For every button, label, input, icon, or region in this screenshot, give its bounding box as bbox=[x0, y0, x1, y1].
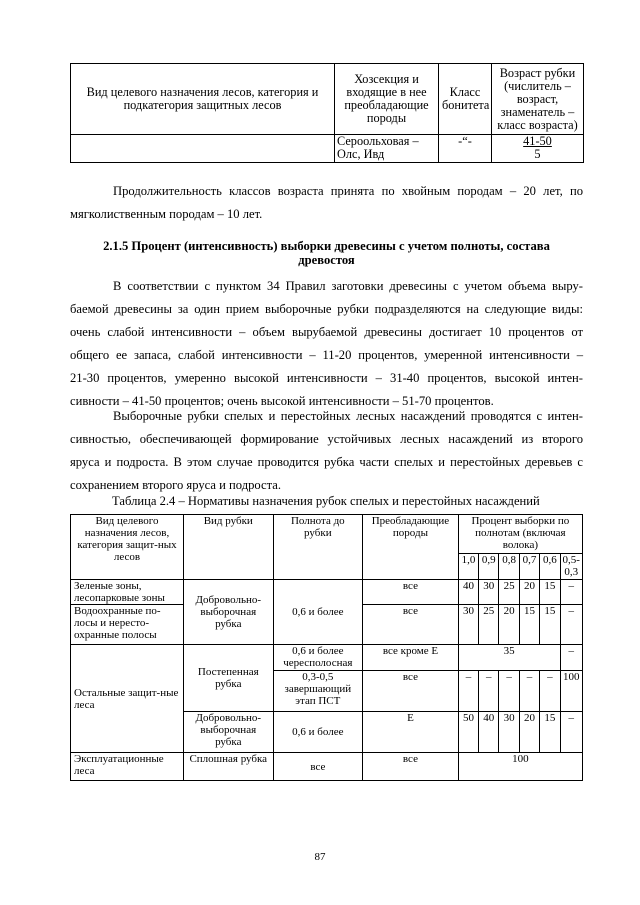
cell-percent: – bbox=[560, 580, 583, 605]
cell-species: все bbox=[363, 580, 459, 605]
cell-percent: – bbox=[519, 671, 539, 712]
cell-percent: 30 bbox=[499, 712, 519, 753]
page-number: 87 bbox=[314, 851, 326, 863]
cell-percent: 50 bbox=[458, 712, 478, 753]
text-line: мягколиственным породам – 10 лет. bbox=[70, 207, 263, 221]
cell-category bbox=[71, 135, 335, 163]
cell-species: все кроме Е bbox=[363, 645, 459, 671]
header-density-value: 0,5-0,3 bbox=[560, 554, 583, 580]
cell-percent: 100 bbox=[560, 671, 583, 712]
text-line: сохранением второго яруса и подроста. bbox=[70, 478, 281, 492]
cell-percent: – bbox=[560, 645, 583, 671]
heading-line: древостоя bbox=[298, 253, 355, 267]
cell-density: 0,3-0,5 завершающий этап ПСТ bbox=[273, 671, 363, 712]
cell-percent: 30 bbox=[479, 580, 499, 605]
cell-bonitet: -“- bbox=[439, 135, 492, 163]
text-line: Продолжительность классов возраста принята по хвойным породам – 20 лет, по bbox=[113, 184, 583, 198]
header-felling-type: Вид рубки bbox=[183, 515, 273, 580]
cell-felling-type: Сплошная рубка bbox=[183, 753, 273, 781]
cell-percent: 40 bbox=[479, 712, 499, 753]
cell-percent: – bbox=[479, 671, 499, 712]
cell-felling-type: Постепенная рубка bbox=[183, 645, 273, 712]
cell-percent: 15 bbox=[519, 605, 539, 645]
cell-species: все bbox=[363, 605, 459, 645]
header-density-value: 0,8 bbox=[499, 554, 519, 580]
header-density: Полнота до рубки bbox=[273, 515, 363, 580]
cell-species: все bbox=[363, 671, 459, 712]
cell-percent: 15 bbox=[540, 712, 560, 753]
paragraph-selective-felling bbox=[70, 405, 583, 497]
cell-percent: 25 bbox=[479, 605, 499, 645]
paragraph-age-classes bbox=[70, 180, 583, 226]
header-density-value: 0,9 bbox=[479, 554, 499, 580]
cell-density: 0,6 и более bbox=[273, 712, 363, 753]
header-density-value: 0,6 bbox=[540, 554, 560, 580]
cell-percent: 25 bbox=[499, 580, 519, 605]
header-section: Хозсекция и входящие в нее преобладающие породы bbox=[335, 64, 439, 135]
header-density-value: 0,7 bbox=[519, 554, 539, 580]
cell-percent: 15 bbox=[540, 580, 560, 605]
cell-percent-merged: 35 bbox=[458, 645, 560, 671]
table-caption: Таблица 2.4 – Нормативы назначения рубок спелых и перестойных насаждений bbox=[112, 494, 540, 508]
section-heading bbox=[70, 239, 583, 267]
cell-felling-type: Добровольно-выборочная рубка bbox=[183, 712, 273, 753]
age-table bbox=[70, 63, 584, 163]
cell-density: 0,6 и более bbox=[273, 580, 363, 645]
cell-purpose: Водоохранные по-лосы и нересто-охранные полосы bbox=[71, 605, 184, 645]
text-line: В соответствии с пунктом 34 Правил заготовки древесины с учетом объема выру- bbox=[113, 279, 583, 293]
cell-percent: 20 bbox=[519, 580, 539, 605]
cell-species: Е bbox=[363, 712, 459, 753]
cell-percent: – bbox=[560, 605, 583, 645]
cell-purpose: Остальные защит-ные леса bbox=[71, 645, 184, 753]
text-line: баемой древесины за один прием выборочные рубки подразделяются на следующие виды: bbox=[70, 302, 583, 316]
cell-percent: – bbox=[458, 671, 478, 712]
text-line: яруса и подроста. В этом случае проводится рубка части спелых и перестойных деревьев с bbox=[70, 455, 583, 469]
header-percent-group: Процент выборки по полнотам (включая волока) bbox=[458, 515, 582, 554]
text-line: сивности – 41-50 процентов; очень высокой интенсивности – 51-70 процентов. bbox=[70, 394, 494, 408]
header-density-value: 1,0 bbox=[458, 554, 478, 580]
cell-percent: 20 bbox=[519, 712, 539, 753]
cell-percent: 30 bbox=[458, 605, 478, 645]
cell-density: все bbox=[273, 753, 363, 781]
paragraph-intensity bbox=[70, 275, 583, 413]
text-line: сивностью, обеспечивающей формирование устойчивых лесных насаждений из второго bbox=[70, 432, 583, 446]
age-denominator: 5 bbox=[534, 147, 541, 161]
cell-percent: – bbox=[499, 671, 519, 712]
cell-density: 0,6 и более чересполосная bbox=[273, 645, 363, 671]
age-numerator: 41-50 bbox=[523, 134, 552, 148]
header-species: Преобладающие породы bbox=[363, 515, 459, 580]
header-felling-age: Возраст рубки (числитель – возраст, знаменатель – класс возраста) bbox=[492, 64, 584, 135]
cell-percent-merged: 100 bbox=[458, 753, 582, 781]
text-line: общего ее запаса, слабой интенсивности – 11-20 процентов, умеренной интенсивности – bbox=[70, 348, 583, 362]
cell-percent: 15 bbox=[540, 605, 560, 645]
header-bonitet: Класс бонитета bbox=[439, 64, 492, 135]
text-line: очень слабой интенсивности – объем вырубаемой древесины достигает 10 процентов от bbox=[70, 325, 583, 339]
cell-percent: 20 bbox=[499, 605, 519, 645]
header-purpose: Вид целевого назначения лесов, категория защит-ных лесов bbox=[71, 515, 184, 580]
cell-species: все bbox=[363, 753, 459, 781]
cell-percent: 40 bbox=[458, 580, 478, 605]
heading-line: 2.1.5 Процент (интенсивность) выборки древесины с учетом полноты, состава bbox=[103, 239, 550, 253]
cell-felling-age bbox=[492, 135, 584, 163]
cell-purpose: Зеленые зоны, лесопарковые зоны bbox=[71, 580, 184, 605]
cell-section: Сероольховая – Олс, Ивд bbox=[335, 135, 439, 163]
cell-felling-type: Добровольно-выборочная рубка bbox=[183, 580, 273, 645]
text-line: Выборочные рубки спелых и перестойных лесных насаждений проводятся с интен- bbox=[113, 409, 583, 423]
cell-percent: – bbox=[540, 671, 560, 712]
felling-norms-table bbox=[70, 514, 583, 781]
text-line: 21-30 процентов, умеренно высокой интенсивности – 31-40 процентов, высокой интен- bbox=[70, 371, 583, 385]
cell-purpose: Эксплуатационные леса bbox=[71, 753, 184, 781]
header-purpose: Вид целевого назначения лесов, категория и подкатегория защитных лесов bbox=[71, 64, 335, 135]
cell-percent: – bbox=[560, 712, 583, 753]
